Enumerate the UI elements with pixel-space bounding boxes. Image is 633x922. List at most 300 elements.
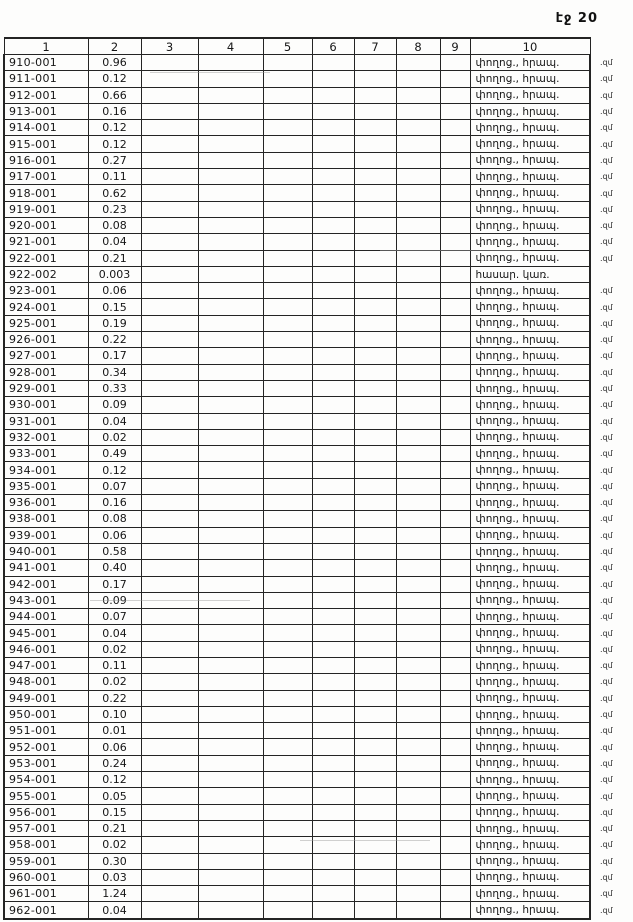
cell-edge-mark: .զմ (600, 824, 613, 834)
cell-area-value: 0.06 (88, 527, 141, 543)
cell-empty-5 (263, 462, 312, 478)
cell-parcel-id: 915-001 (4, 136, 88, 152)
cell-empty-7 (354, 120, 396, 136)
cell-edge-mark: .զմ (600, 905, 613, 915)
cell-empty-6 (312, 185, 354, 201)
cell-edge-mark: .զմ (600, 384, 613, 394)
cell-area-value: 0.12 (88, 71, 141, 87)
cell-empty-6 (312, 527, 354, 543)
table-row (4, 87, 633, 103)
header-cell-2: 2 (88, 38, 141, 55)
cell-empty-6 (312, 136, 354, 152)
cell-empty-7 (354, 560, 396, 576)
cell-empty-6 (312, 674, 354, 690)
cell-empty-4 (198, 201, 263, 217)
cell-empty-5 (263, 120, 312, 136)
cell-empty-8 (396, 495, 440, 511)
cell-empty-7 (354, 87, 396, 103)
cell-empty-7 (354, 495, 396, 511)
table-row (4, 332, 633, 348)
cell-usage-text: փողոց., հրապ. (470, 869, 590, 885)
cell-usage-text: փողոց., հրապ. (470, 543, 590, 559)
cell-parcel-id: 939-001 (4, 527, 88, 543)
cell-empty-7 (354, 250, 396, 266)
cell-parcel-id: 914-001 (4, 120, 88, 136)
cell-empty-6 (312, 723, 354, 739)
cell-usage-text: փողոց., հրապ. (470, 641, 590, 657)
cell-empty-3 (141, 462, 198, 478)
cell-edge-mark: .զմ (600, 237, 613, 247)
cell-empty-4 (198, 185, 263, 201)
cell-empty-6 (312, 201, 354, 217)
cell-empty-8 (396, 283, 440, 299)
cell-empty-7 (354, 902, 396, 919)
cell-parcel-id: 958-001 (4, 837, 88, 853)
cell-area-value: 0.12 (88, 772, 141, 788)
table-row (4, 495, 633, 511)
cell-edge-mark: .զմ (600, 351, 613, 361)
cell-empty-3 (141, 820, 198, 836)
cell-empty-4 (198, 869, 263, 885)
table-row (4, 755, 633, 771)
table-row (4, 152, 633, 168)
cell-edge-mark: .զմ (600, 58, 613, 68)
cell-empty-3 (141, 103, 198, 119)
table-row (4, 690, 633, 706)
cell-parcel-id: 918-001 (4, 185, 88, 201)
cell-empty-3 (141, 625, 198, 641)
cell-empty-7 (354, 462, 396, 478)
cell-empty-9 (440, 527, 470, 543)
cell-empty-8 (396, 315, 440, 331)
cell-edge-mark: .զմ (600, 172, 613, 182)
cell-empty-9 (440, 886, 470, 902)
cell-empty-7 (354, 609, 396, 625)
cell-usage-text: փողոց., հրապ. (470, 576, 590, 592)
cell-area-value: 0.07 (88, 478, 141, 494)
cell-usage-text: փողոց., հրապ. (470, 511, 590, 527)
cell-empty-4 (198, 266, 263, 282)
cell-empty-5 (263, 283, 312, 299)
table-row (4, 103, 633, 119)
cell-empty-8 (396, 592, 440, 608)
cell-empty-3 (141, 185, 198, 201)
cell-empty-9 (440, 820, 470, 836)
cell-empty-3 (141, 446, 198, 462)
cell-usage-text: փողոց., հրապ. (470, 609, 590, 625)
cell-empty-7 (354, 511, 396, 527)
cell-empty-4 (198, 755, 263, 771)
cell-empty-8 (396, 364, 440, 380)
cell-area-value: 0.09 (88, 592, 141, 608)
cell-edge-mark: .զմ (600, 498, 613, 508)
cell-empty-9 (440, 755, 470, 771)
cell-edge-mark: .զմ (600, 286, 613, 296)
cell-empty-3 (141, 772, 198, 788)
cell-empty-3 (141, 755, 198, 771)
table-row (4, 657, 633, 673)
cell-empty-4 (198, 364, 263, 380)
cell-area-value: 0.27 (88, 152, 141, 168)
cell-edge-mark: .զմ (600, 253, 613, 263)
header-cell-10: 10 (470, 38, 590, 55)
cell-empty-7 (354, 625, 396, 641)
table-row (4, 739, 633, 755)
cell-empty-5 (263, 234, 312, 250)
cell-edge-mark: .զմ (600, 791, 613, 801)
scan-smudge (90, 600, 250, 601)
cell-area-value: 0.40 (88, 560, 141, 576)
cell-empty-3 (141, 348, 198, 364)
cell-usage-text: փողոց., հրապ. (470, 152, 590, 168)
cell-empty-8 (396, 755, 440, 771)
cell-empty-4 (198, 152, 263, 168)
cell-edge-mark: .զմ (600, 693, 613, 703)
cell-area-value: 0.05 (88, 788, 141, 804)
cell-empty-5 (263, 201, 312, 217)
cell-empty-7 (354, 136, 396, 152)
cell-empty-3 (141, 511, 198, 527)
cell-empty-6 (312, 152, 354, 168)
cell-area-value: 0.04 (88, 902, 141, 919)
cell-empty-7 (354, 543, 396, 559)
cell-empty-9 (440, 169, 470, 185)
cell-empty-7 (354, 315, 396, 331)
cell-usage-text: փողոց., հրապ. (470, 234, 590, 250)
cell-empty-4 (198, 478, 263, 494)
cell-empty-6 (312, 169, 354, 185)
cell-usage-text: փողոց., հրապ. (470, 592, 590, 608)
cell-empty-5 (263, 299, 312, 315)
cell-edge-mark: .զմ (600, 710, 613, 720)
cell-empty-5 (263, 103, 312, 119)
cell-edge-mark: .զմ (600, 726, 613, 736)
cell-empty-7 (354, 266, 396, 282)
cell-area-value: 0.04 (88, 234, 141, 250)
cell-empty-6 (312, 511, 354, 527)
cell-empty-4 (198, 87, 263, 103)
cell-empty-8 (396, 820, 440, 836)
cell-empty-4 (198, 169, 263, 185)
cell-parcel-id: 942-001 (4, 576, 88, 592)
cell-area-value: 0.22 (88, 332, 141, 348)
cell-empty-7 (354, 103, 396, 119)
cell-empty-7 (354, 706, 396, 722)
cell-empty-9 (440, 641, 470, 657)
cell-usage-text: փողոց., հրապ. (470, 853, 590, 869)
cell-empty-3 (141, 55, 198, 71)
cell-empty-5 (263, 332, 312, 348)
cell-empty-6 (312, 772, 354, 788)
cell-parcel-id: 926-001 (4, 332, 88, 348)
cell-edge-mark: .զմ (600, 677, 613, 687)
cell-empty-4 (198, 120, 263, 136)
cell-empty-6 (312, 788, 354, 804)
cell-parcel-id: 960-001 (4, 869, 88, 885)
cell-empty-7 (354, 332, 396, 348)
cell-empty-4 (198, 136, 263, 152)
table-row (4, 169, 633, 185)
cell-empty-5 (263, 348, 312, 364)
cell-usage-text: փողոց., հրապ. (470, 201, 590, 217)
cell-edge-mark: .զմ (600, 742, 613, 752)
header-cell-7: 7 (354, 38, 396, 55)
cell-empty-8 (396, 804, 440, 820)
cell-empty-8 (396, 234, 440, 250)
table-row (4, 120, 633, 136)
cell-area-value: 0.58 (88, 543, 141, 559)
cell-empty-5 (263, 609, 312, 625)
cell-empty-4 (198, 217, 263, 233)
cell-empty-9 (440, 804, 470, 820)
cell-empty-8 (396, 560, 440, 576)
cell-usage-text: փողոց., հրապ. (470, 413, 590, 429)
cell-area-value: 0.08 (88, 217, 141, 233)
cell-empty-6 (312, 706, 354, 722)
cell-parcel-id: 924-001 (4, 299, 88, 315)
cell-empty-3 (141, 706, 198, 722)
cell-empty-8 (396, 772, 440, 788)
cell-empty-6 (312, 71, 354, 87)
cell-empty-4 (198, 283, 263, 299)
cell-edge-mark: .զմ (600, 612, 613, 622)
cell-edge-mark: .զմ (600, 204, 613, 214)
header-cell-3: 3 (141, 38, 198, 55)
cell-empty-8 (396, 413, 440, 429)
cell-empty-7 (354, 755, 396, 771)
cell-empty-6 (312, 364, 354, 380)
cell-edge-mark: .զմ (600, 107, 613, 117)
cell-empty-7 (354, 55, 396, 71)
cell-empty-9 (440, 543, 470, 559)
cell-empty-9 (440, 772, 470, 788)
table-row (4, 560, 633, 576)
cell-empty-9 (440, 201, 470, 217)
cell-empty-8 (396, 853, 440, 869)
cell-parcel-id: 957-001 (4, 820, 88, 836)
cell-empty-6 (312, 886, 354, 902)
cell-empty-3 (141, 152, 198, 168)
cell-empty-4 (198, 55, 263, 71)
scan-smudge (380, 250, 520, 251)
header-cell-8: 8 (396, 38, 440, 55)
cell-parcel-id: 949-001 (4, 690, 88, 706)
cell-empty-7 (354, 592, 396, 608)
cell-area-value: 0.15 (88, 804, 141, 820)
cell-usage-text: փողոց., հրապ. (470, 87, 590, 103)
table-row (4, 55, 633, 71)
cell-empty-3 (141, 609, 198, 625)
cell-empty-8 (396, 706, 440, 722)
cell-empty-5 (263, 820, 312, 836)
cell-usage-text: փողոց., հրապ. (470, 446, 590, 462)
table-row (4, 234, 633, 250)
cell-area-value: 0.34 (88, 364, 141, 380)
header-cell-4: 4 (198, 38, 263, 55)
cell-parcel-id: 935-001 (4, 478, 88, 494)
cell-empty-7 (354, 804, 396, 820)
cell-usage-text: փողոց., հրապ. (470, 755, 590, 771)
cell-edge-mark: .զմ (600, 188, 613, 198)
cell-usage-text: փողոց., հրապ. (470, 315, 590, 331)
table-row (4, 185, 633, 201)
cell-empty-3 (141, 87, 198, 103)
cell-empty-6 (312, 380, 354, 396)
cell-parcel-id: 932-001 (4, 429, 88, 445)
table-row (4, 609, 633, 625)
cell-empty-9 (440, 462, 470, 478)
cell-empty-3 (141, 283, 198, 299)
cell-area-value: 0.12 (88, 462, 141, 478)
cell-empty-3 (141, 804, 198, 820)
cell-parcel-id: 941-001 (4, 560, 88, 576)
cell-edge-mark (590, 266, 633, 282)
cell-empty-9 (440, 413, 470, 429)
scan-smudge (300, 840, 430, 841)
table-row (4, 397, 633, 413)
cell-parcel-id: 927-001 (4, 348, 88, 364)
cell-parcel-id: 946-001 (4, 641, 88, 657)
table-row (4, 299, 633, 315)
table-row (4, 804, 633, 820)
cell-usage-text: փողոց., հրապ. (470, 478, 590, 494)
cell-edge-mark: .զմ (600, 807, 613, 817)
cell-empty-3 (141, 332, 198, 348)
cell-empty-3 (141, 169, 198, 185)
cell-empty-3 (141, 869, 198, 885)
cell-empty-7 (354, 397, 396, 413)
cell-usage-text: փողոց., հրապ. (470, 886, 590, 902)
scanned-data-table (3, 37, 633, 920)
cell-empty-5 (263, 869, 312, 885)
cell-empty-7 (354, 723, 396, 739)
cell-usage-text: փողոց., հրապ. (470, 527, 590, 543)
cell-parcel-id: 950-001 (4, 706, 88, 722)
cell-empty-8 (396, 217, 440, 233)
cell-usage-text: փողոց., հրապ. (470, 380, 590, 396)
cell-area-value: 0.96 (88, 55, 141, 71)
table-row (4, 820, 633, 836)
cell-empty-5 (263, 217, 312, 233)
cell-empty-4 (198, 413, 263, 429)
cell-edge-mark: .զմ (600, 514, 613, 524)
cell-empty-3 (141, 886, 198, 902)
cell-empty-7 (354, 71, 396, 87)
cell-empty-6 (312, 429, 354, 445)
cell-empty-8 (396, 429, 440, 445)
cell-edge-mark: .զմ (600, 74, 613, 84)
header-cell-6: 6 (312, 38, 354, 55)
cell-empty-5 (263, 788, 312, 804)
cell-empty-9 (440, 429, 470, 445)
cell-empty-5 (263, 772, 312, 788)
cell-usage-text: փողոց., հրապ. (470, 120, 590, 136)
cell-empty-8 (396, 446, 440, 462)
cell-area-value: 0.30 (88, 853, 141, 869)
cell-empty-8 (396, 250, 440, 266)
cell-empty-6 (312, 217, 354, 233)
cell-empty-4 (198, 315, 263, 331)
cell-empty-6 (312, 413, 354, 429)
cell-area-value: 0.03 (88, 869, 141, 885)
cell-usage-text: փողոց., հրապ. (470, 657, 590, 673)
cell-empty-5 (263, 495, 312, 511)
cell-usage-text: փողոց., հրապ. (470, 820, 590, 836)
cell-empty-5 (263, 511, 312, 527)
cell-edge-mark: .զմ (600, 481, 613, 491)
cell-empty-3 (141, 902, 198, 919)
cell-empty-5 (263, 543, 312, 559)
table-row (4, 71, 633, 87)
cell-empty-9 (440, 478, 470, 494)
cell-empty-5 (263, 315, 312, 331)
cell-edge-mark: .զմ (600, 775, 613, 785)
cell-empty-8 (396, 332, 440, 348)
cell-empty-6 (312, 332, 354, 348)
cell-empty-8 (396, 380, 440, 396)
cell-area-value: 0.21 (88, 820, 141, 836)
cell-empty-4 (198, 641, 263, 657)
cell-area-value: 0.17 (88, 576, 141, 592)
cell-empty-6 (312, 869, 354, 885)
cell-empty-7 (354, 364, 396, 380)
table-row (4, 527, 633, 543)
cell-empty-7 (354, 152, 396, 168)
cell-empty-4 (198, 446, 263, 462)
cell-usage-text: փողոց., հրապ. (470, 397, 590, 413)
cell-empty-8 (396, 527, 440, 543)
cell-parcel-id: 961-001 (4, 886, 88, 902)
table-row (4, 283, 633, 299)
cell-empty-4 (198, 511, 263, 527)
cell-empty-4 (198, 723, 263, 739)
cell-empty-4 (198, 853, 263, 869)
cell-edge-mark: .զմ (600, 155, 613, 165)
table-row (4, 706, 633, 722)
cell-empty-9 (440, 136, 470, 152)
cell-edge-mark: .զմ (600, 595, 613, 605)
cell-empty-6 (312, 495, 354, 511)
cell-empty-9 (440, 364, 470, 380)
cell-empty-7 (354, 674, 396, 690)
header-cell-9: 9 (440, 38, 470, 55)
cell-parcel-id: 931-001 (4, 413, 88, 429)
cell-parcel-id: 951-001 (4, 723, 88, 739)
cell-empty-8 (396, 87, 440, 103)
cell-empty-5 (263, 185, 312, 201)
cell-empty-5 (263, 592, 312, 608)
cell-empty-4 (198, 234, 263, 250)
cell-empty-3 (141, 690, 198, 706)
cell-empty-9 (440, 315, 470, 331)
cell-empty-9 (440, 869, 470, 885)
table-row (4, 380, 633, 396)
cell-empty-5 (263, 527, 312, 543)
cell-empty-3 (141, 723, 198, 739)
cell-empty-5 (263, 87, 312, 103)
cell-empty-4 (198, 71, 263, 87)
cell-empty-6 (312, 120, 354, 136)
table-row (4, 136, 633, 152)
cell-parcel-id: 947-001 (4, 657, 88, 673)
cell-empty-9 (440, 120, 470, 136)
cell-parcel-id: 962-001 (4, 902, 88, 919)
table-row (4, 201, 633, 217)
cell-usage-text: փողոց., հրապ. (470, 837, 590, 853)
cell-empty-3 (141, 266, 198, 282)
cell-usage-text: փողոց., հրապ. (470, 723, 590, 739)
cell-edge-mark: .զմ (600, 856, 613, 866)
